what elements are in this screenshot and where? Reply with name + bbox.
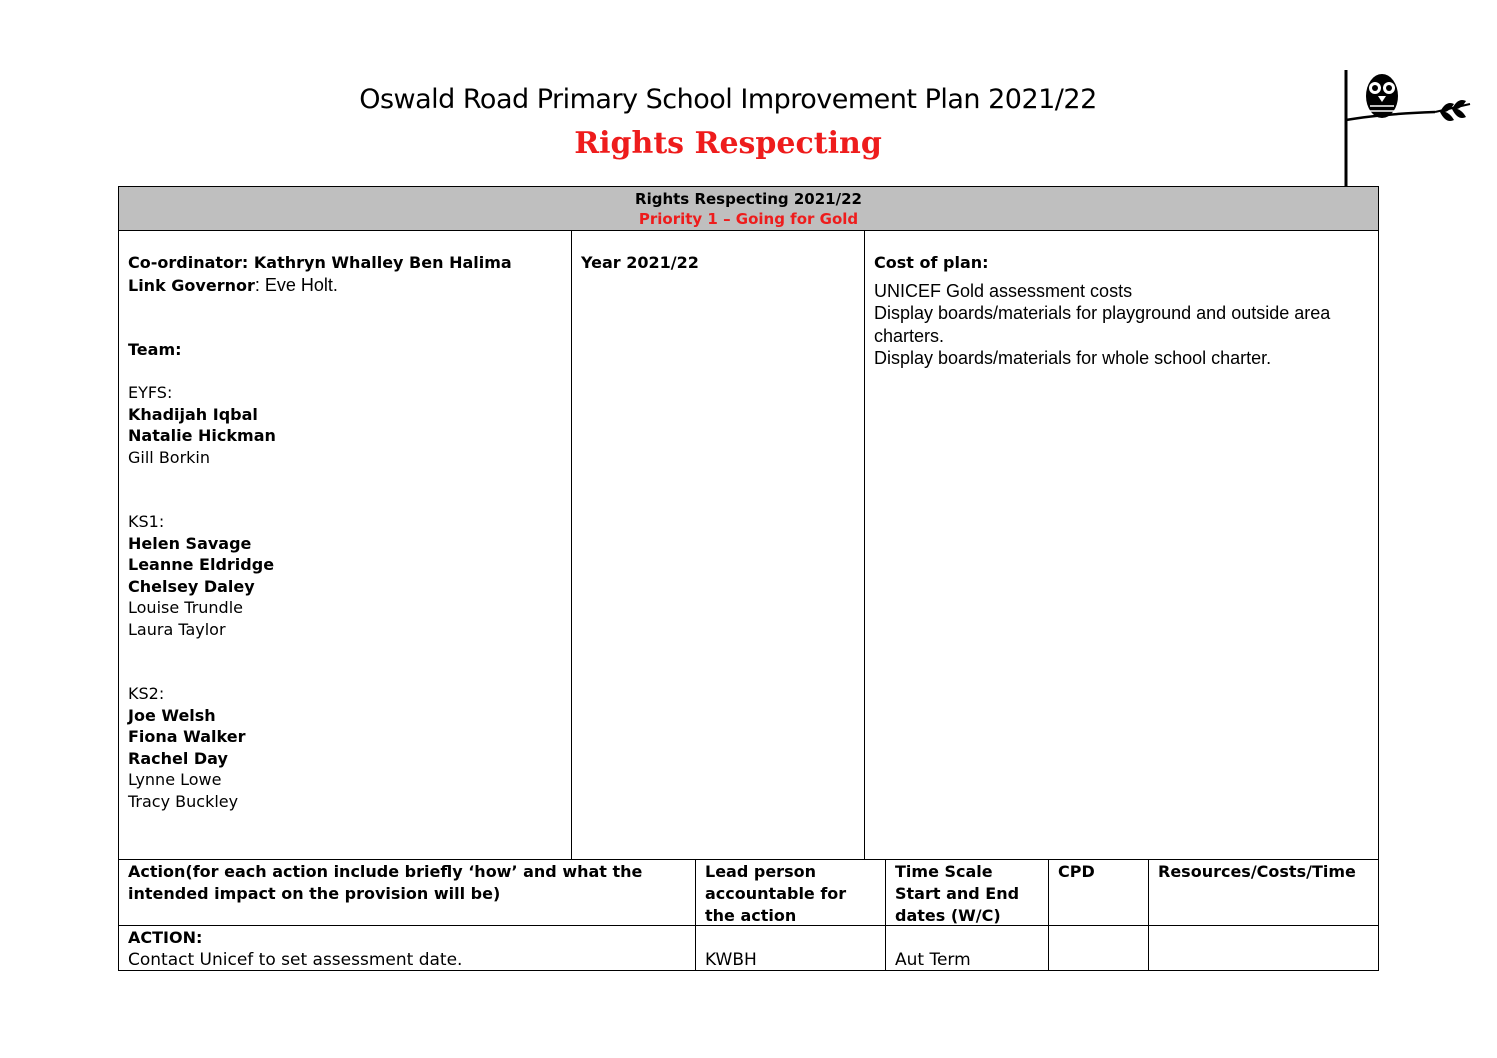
team-member: Joe Welsh [128, 705, 216, 725]
team-member: Tracy Buckley [128, 791, 239, 811]
ks1-group: KS1: Helen Savage Leanne Eldridge Chelsey Daley Louise Trundle Laura Taylor [128, 511, 562, 640]
team-member: Leanne Eldridge [128, 555, 275, 574]
page-title: Oswald Road Primary School Improvement Plan 2021/22 [359, 84, 1097, 115]
col-header-action: Action(for each action include briefly ‘how’ and what the intended impact on the provision will be) [118, 859, 696, 926]
action-label: ACTION: [128, 928, 203, 947]
cost-line: Display boards/materials for playground and outside area charters. [874, 303, 1331, 346]
col-header-time: Time Scale Start and End dates (W/C) [885, 859, 1049, 926]
table-row-cpd [1048, 925, 1149, 971]
action-text: Contact Unicef to set assessment date. [128, 950, 463, 970]
team-member: Louise Trundle [128, 598, 243, 617]
owl-on-branch-icon [1340, 68, 1475, 188]
team-member: Helen Savage [128, 533, 252, 553]
year: Year 2021/22 [581, 253, 699, 272]
team-member: Gill Borkin [128, 447, 211, 467]
table-row-lead: KWBH [695, 925, 886, 971]
col-header-cpd: CPD [1048, 859, 1149, 926]
section-header [118, 186, 1379, 231]
cost-line: Display boards/materials for whole school charter. [874, 348, 1272, 368]
eyfs-group: EYFS: Khadijah Iqbal Natalie Hickman Gill Borkin [128, 382, 562, 468]
col-header-lead: Lead person accountable for the action [695, 859, 886, 926]
team-label: Team: [128, 340, 182, 359]
cost-line: UNICEF Gold assessment costs [874, 280, 1133, 301]
table-row-time: Aut Term [885, 925, 1049, 971]
team-member: Lynne Lowe [128, 770, 222, 789]
cost-cell [864, 230, 1379, 860]
link-governor: Link Governor: Eve Holt. [128, 274, 338, 295]
team-member: Laura Taylor [128, 619, 226, 639]
table-row-resources [1148, 925, 1379, 971]
table-row-action [118, 925, 696, 971]
page-subtitle: Rights Respecting [574, 126, 882, 161]
priority-title: Priority 1 – Going for Gold [638, 210, 859, 228]
cost-label: Cost of plan: [874, 253, 989, 272]
team-member: Natalie Hickman [128, 426, 276, 445]
year-cell [571, 230, 865, 860]
team-member: Rachel Day [128, 748, 228, 768]
col-header-resources: Resources/Costs/Time [1148, 859, 1379, 926]
team-member: Chelsey Daley [128, 576, 255, 596]
coordinator-cell [118, 230, 572, 860]
section-title: Rights Respecting 2021/22 [635, 190, 862, 208]
team-member: Khadijah Iqbal [128, 404, 258, 424]
ks2-group: KS2: Joe Welsh Fiona Walker Rachel Day Lynne Lowe Tracy Buckley [128, 683, 562, 812]
coordinator: Co-ordinator: Kathryn Whalley Ben Halima [128, 253, 512, 272]
team-member: Fiona Walker [128, 727, 246, 746]
